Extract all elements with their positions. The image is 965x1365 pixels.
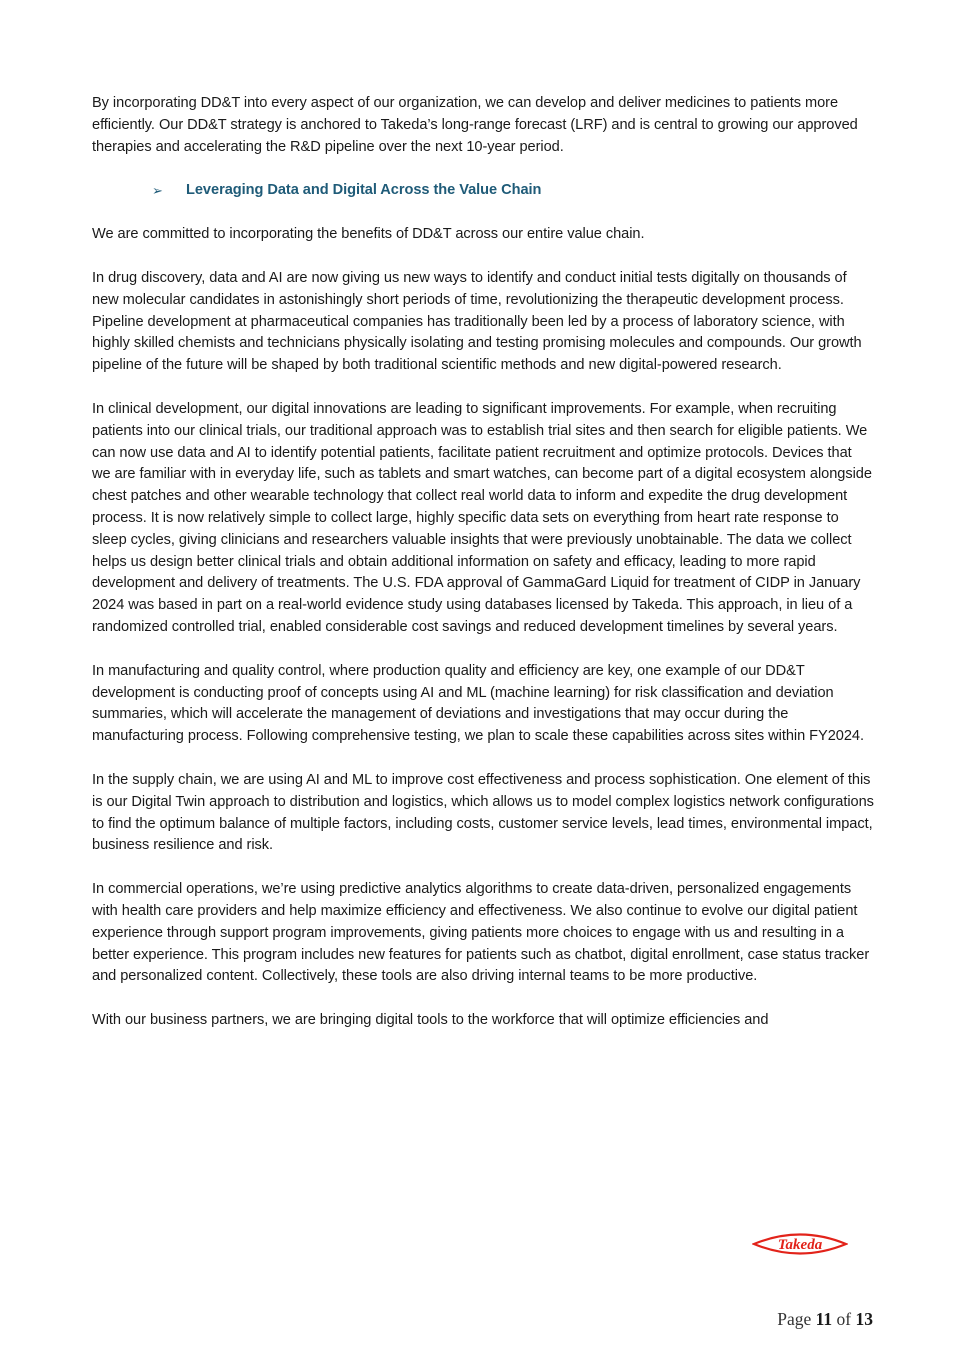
total-pages: 13 xyxy=(855,1309,873,1329)
paragraph-intro: By incorporating DD&T into every aspect of our organization, we can develop and deliver medicines to patients more efficiently. Our DD&T strategy is anchored to Takeda’s long-range forecast (LRF) and is central to growing our approved therapies and accelerating the R&D pipeline over the next 10-year period. xyxy=(92,95,858,155)
paragraph-commitment: We are committed to incorporating the benefits of DD&T across our entire value chain. xyxy=(92,226,645,243)
paragraph-business-partners: With our business partners, we are bringing digital tools to the workforce that will optimize efficiencies and xyxy=(92,1012,769,1029)
paragraph-clinical-development: In clinical development, our digital innovations are leading to significant improvements. For example, when recruiting patients into our clinical trials, our traditional approach was to establish trial sites and then search for eligible patients. We can now use data and AI to identify potential patients, facilitate patient recruitment and optimize protocols. Devices that we are familiar with in everyday life, such as tablets and smart watches, can become part of a digital ecosystem alongside chest patches and other wearable technology that collect real world data to inform and expedite the drug development process. It is now relatively simple to collect large, highly specific data sets on everything from heart rate response to sleep cycles, giving clinicians and researchers valuable insights that were previously unobtainable. The data we collect helps us design better clinical trials and obtain additional information on safety and efficacy, leading to more rapid development and delivery of treatments. The U.S. FDA approval of GammaGard Liquid for treatment of CIDP in January 2024 was based in part on a real-world evidence study using databases licensed by Takeda. This approach, in lieu of a randomized controlled trial, enabled considerable cost savings and reduced development timelines by several years. xyxy=(92,400,872,635)
paragraph-drug-discovery: In drug discovery, data and AI are now giving us new ways to identify and conduct initial tests digitally on thousands of new molecular candidates in astonishingly short periods of time, revolutionizing the therapeutic development process. Pipeline development at pharmaceutical companies has traditionally been led by a process of laboratory science, with highly skilled chemists and technicians physically isolating and testing promising molecules and compounds. Our growth pipeline of the future will be shaped by both traditional scientific methods and new digital-powered research. xyxy=(92,269,862,374)
section-heading xyxy=(92,180,874,202)
page-of-label: of xyxy=(836,1309,852,1329)
page-label: Page xyxy=(777,1309,812,1329)
paragraph-supply-chain: In the supply chain, we are using AI and ML to improve cost effectiveness and process sophistication. One element of this is our Digital Twin approach to distribution and logistics, which allows us to model complex logistics network configurations to find the optimum balance of multiple factors, including costs, customer service levels, lead times, environmental impact, business resilience and risk. xyxy=(92,771,874,854)
page-number xyxy=(777,1309,873,1330)
current-page: 11 xyxy=(815,1309,833,1329)
arrow-bullet-icon: ➢ xyxy=(152,183,163,199)
takeda-logo xyxy=(752,1229,848,1259)
paragraph-manufacturing: In manufacturing and quality control, where production quality and efficiency are key, one example of our DD&T development is conducting proof of concepts using AI and ML (machine learning) for risk classification and deviation summaries, which will accelerate the management of deviations and investigations that may occur during the manufacturing process. Following comprehensive testing, we plan to scale these capabilities across sites within FY2024. xyxy=(92,662,864,745)
takeda-logo-text: Takeda xyxy=(777,1237,823,1253)
section-heading-text: Leveraging Data and Digital Across the Value Chain xyxy=(186,182,542,199)
page-content xyxy=(92,93,874,1032)
paragraph-commercial: In commercial operations, we’re using predictive analytics algorithms to create data-driven, personalized engagements with health care providers and help maximize efficiency and effectiveness. We also continue to evolve our digital patient experience through support program improvements, giving patients more choices to engage with us and resulting in a better experience. This program includes new features for patients such as chatbot, digital enrollment, case status tracker and personalized content. Collectively, these tools are also driving internal teams to be more productive. xyxy=(92,881,870,985)
